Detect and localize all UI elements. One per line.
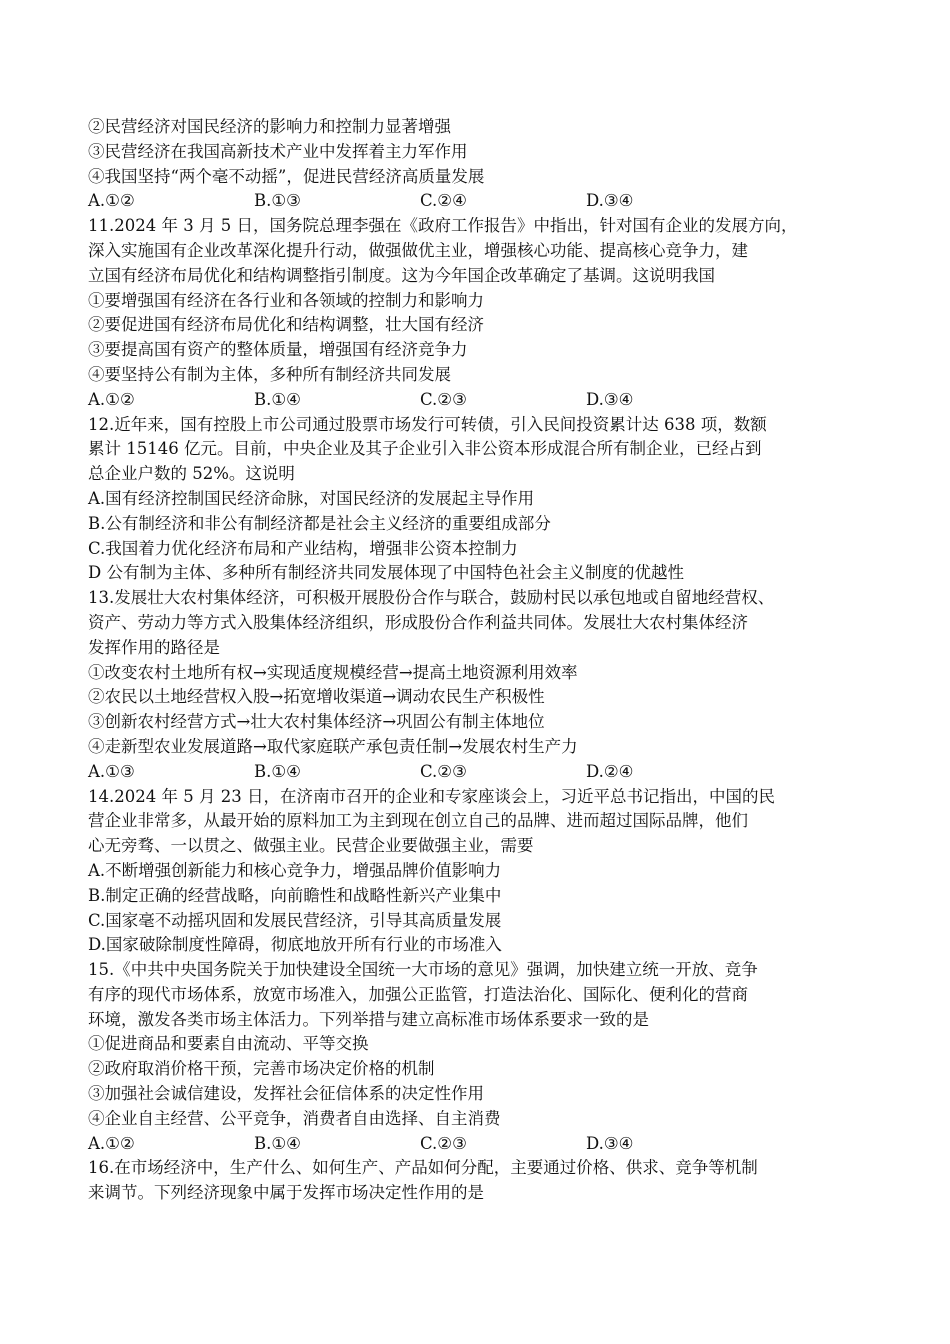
- choice-b: B.①④: [254, 1133, 301, 1153]
- question-stem: 总企业户数的 52%。这说明: [88, 464, 295, 484]
- choice-b: B.①④: [254, 761, 301, 781]
- option-item-3: ③创新农村经营方式→壮大农村集体经济→巩固公有制主体地位: [88, 712, 545, 732]
- option-item-2: ②政府取消价格干预，完善市场决定价格的机制: [88, 1059, 435, 1079]
- question-stem: 深入实施国有企业改革深化提升行动，做强做优主业，增强核心功能、提高核心竞争力，建: [88, 240, 748, 260]
- choice-b: B.①④: [254, 389, 301, 409]
- answer-choices: [88, 189, 878, 214]
- choice-c: C.国家毫不动摇巩固和发展民营经济，引导其高质量发展: [88, 910, 502, 930]
- choice-a: A.国有经济控制国民经济命脉，对国民经济的发展起主导作用: [88, 488, 535, 508]
- choice-d: D.②④: [586, 761, 634, 781]
- question-12: [88, 413, 878, 587]
- choice-d: D 公有制为主体、多种所有制经济共同发展体现了中国特色社会主义制度的优越性: [88, 563, 684, 583]
- exam-page: [88, 115, 878, 1206]
- answer-choices: [88, 388, 878, 413]
- choice-d: D.③④: [586, 1133, 634, 1153]
- question-stem: 立国有经济布局优化和结构调整指引制度。这为今年国企改革确定了基调。这说明我国: [88, 265, 715, 285]
- question-stem: 16.在市场经济中，生产什么、如何生产、产品如何分配，主要通过价格、供求、竞争等机制: [88, 1158, 758, 1178]
- option-item-1: ①要增强国有经济在各行业和各领域的控制力和影响力: [88, 290, 484, 310]
- choice-a: A.①②: [88, 191, 135, 211]
- question-stem: 发挥作用的路径是: [88, 637, 220, 657]
- answer-choices: [88, 760, 878, 785]
- question-11: [88, 214, 878, 412]
- question-16: [88, 1156, 878, 1206]
- option-item-4: ④要坚持公有制为主体，多种所有制经济共同发展: [88, 364, 451, 384]
- choice-d: D.国家破除制度性障碍，彻底地放开所有行业的市场准入: [88, 935, 502, 955]
- question-stem: 15.《中共中央国务院关于加快建设全国统一大市场的意见》强调，加快建立统一开放、竞争: [88, 960, 758, 980]
- choice-c: C.②④: [420, 191, 467, 211]
- previous-question-tail: [88, 115, 878, 214]
- option-item-3: ③民营经济在我国高新技术产业中发挥着主力军作用: [88, 141, 468, 161]
- choice-c: C.②③: [420, 761, 467, 781]
- choice-a: A.①②: [88, 1133, 135, 1153]
- choice-a: A.不断增强创新能力和核心竞争力，增强品牌价值影响力: [88, 860, 502, 880]
- question-stem: 13.发展壮大农村集体经济，可积极开展股份合作与联合，鼓励村民以承包地或自留地经营权、: [88, 588, 775, 608]
- choice-d: D.③④: [586, 389, 634, 409]
- choice-b: B.制定正确的经营战略，向前瞻性和战略性新兴产业集中: [88, 885, 502, 905]
- question-stem: 营企业非常多，从最开始的原料加工为主到现在创立自己的品牌、进而超过国际品牌，他们: [88, 811, 748, 831]
- choice-b: B.公有制经济和非公有制经济都是社会主义经济的重要组成部分: [88, 513, 551, 533]
- option-item-3: ③加强社会诚信建设，发挥社会征信体系的决定性作用: [88, 1084, 484, 1104]
- question-stem: 11.2024 年 3 月 5 日，国务院总理李强在《政府工作报告》中指出，针对国有企业的发展方向，: [88, 216, 798, 236]
- answer-choices: [88, 1132, 878, 1157]
- question-stem: 14.2024 年 5 月 23 日，在济南市召开的企业和专家座谈会上，习近平总书记指出，中国的民: [88, 786, 775, 806]
- question-15: [88, 958, 878, 1156]
- option-item-4: ④我国坚持“两个毫不动摇”，促进民营经济高质量发展: [88, 166, 485, 186]
- choice-a: A.①②: [88, 389, 135, 409]
- option-item-4: ④走新型农业发展道路→取代家庭联产承包责任制→发展农村生产力: [88, 736, 578, 756]
- choice-c: C.②③: [420, 389, 467, 409]
- option-item-1: ①改变农村土地所有权→实现适度规模经营→提高土地资源利用效率: [88, 662, 578, 682]
- question-stem: 环境，激发各类市场主体活力。下列举措与建立高标准市场体系要求一致的是: [88, 1009, 649, 1029]
- option-item-4: ④企业自主经营、公平竞争，消费者自由选择、自主消费: [88, 1108, 501, 1128]
- question-stem: 12.近年来，国有控股上市公司通过股票市场发行可转债，引入民间投资累计达 638 项，数额: [88, 414, 767, 434]
- choice-d: D.③④: [586, 191, 634, 211]
- question-stem: 累计 15146 亿元。目前，中央企业及其子企业引入非公资本形成混合所有制企业，已经占到: [88, 439, 762, 459]
- choice-b: B.①③: [254, 191, 301, 211]
- choice-c: C.②③: [420, 1133, 467, 1153]
- question-stem: 有序的现代市场体系，放宽市场准入，加强公正监管，打造法治化、国际化、便利化的营商: [88, 984, 748, 1004]
- question-stem: 资产、劳动力等方式入股集体经济组织，形成股份合作利益共同体。发展壮大农村集体经济: [88, 612, 748, 632]
- question-14: [88, 785, 878, 959]
- option-item-2: ②要促进国有经济布局优化和结构调整，壮大国有经济: [88, 315, 484, 335]
- option-item-3: ③要提高国有资产的整体质量，增强国有经济竞争力: [88, 340, 468, 360]
- option-item-2: ②农民以土地经营权入股→拓宽增收渠道→调动农民生产积极性: [88, 687, 545, 707]
- option-item-2: ②民营经济对国民经济的影响力和控制力显著增强: [88, 117, 451, 136]
- choice-a: A.①③: [88, 761, 135, 781]
- question-stem: 来调节。下列经济现象中属于发挥市场决定性作用的是: [88, 1183, 484, 1203]
- option-item-1: ①促进商品和要素自由流动、平等交换: [88, 1034, 369, 1054]
- choice-c: C.我国着力优化经济布局和产业结构，增强非公资本控制力: [88, 538, 518, 558]
- question-stem: 心无旁骛、一以贯之、做强主业。民营企业要做强主业，需要: [88, 836, 534, 856]
- question-13: [88, 586, 878, 784]
